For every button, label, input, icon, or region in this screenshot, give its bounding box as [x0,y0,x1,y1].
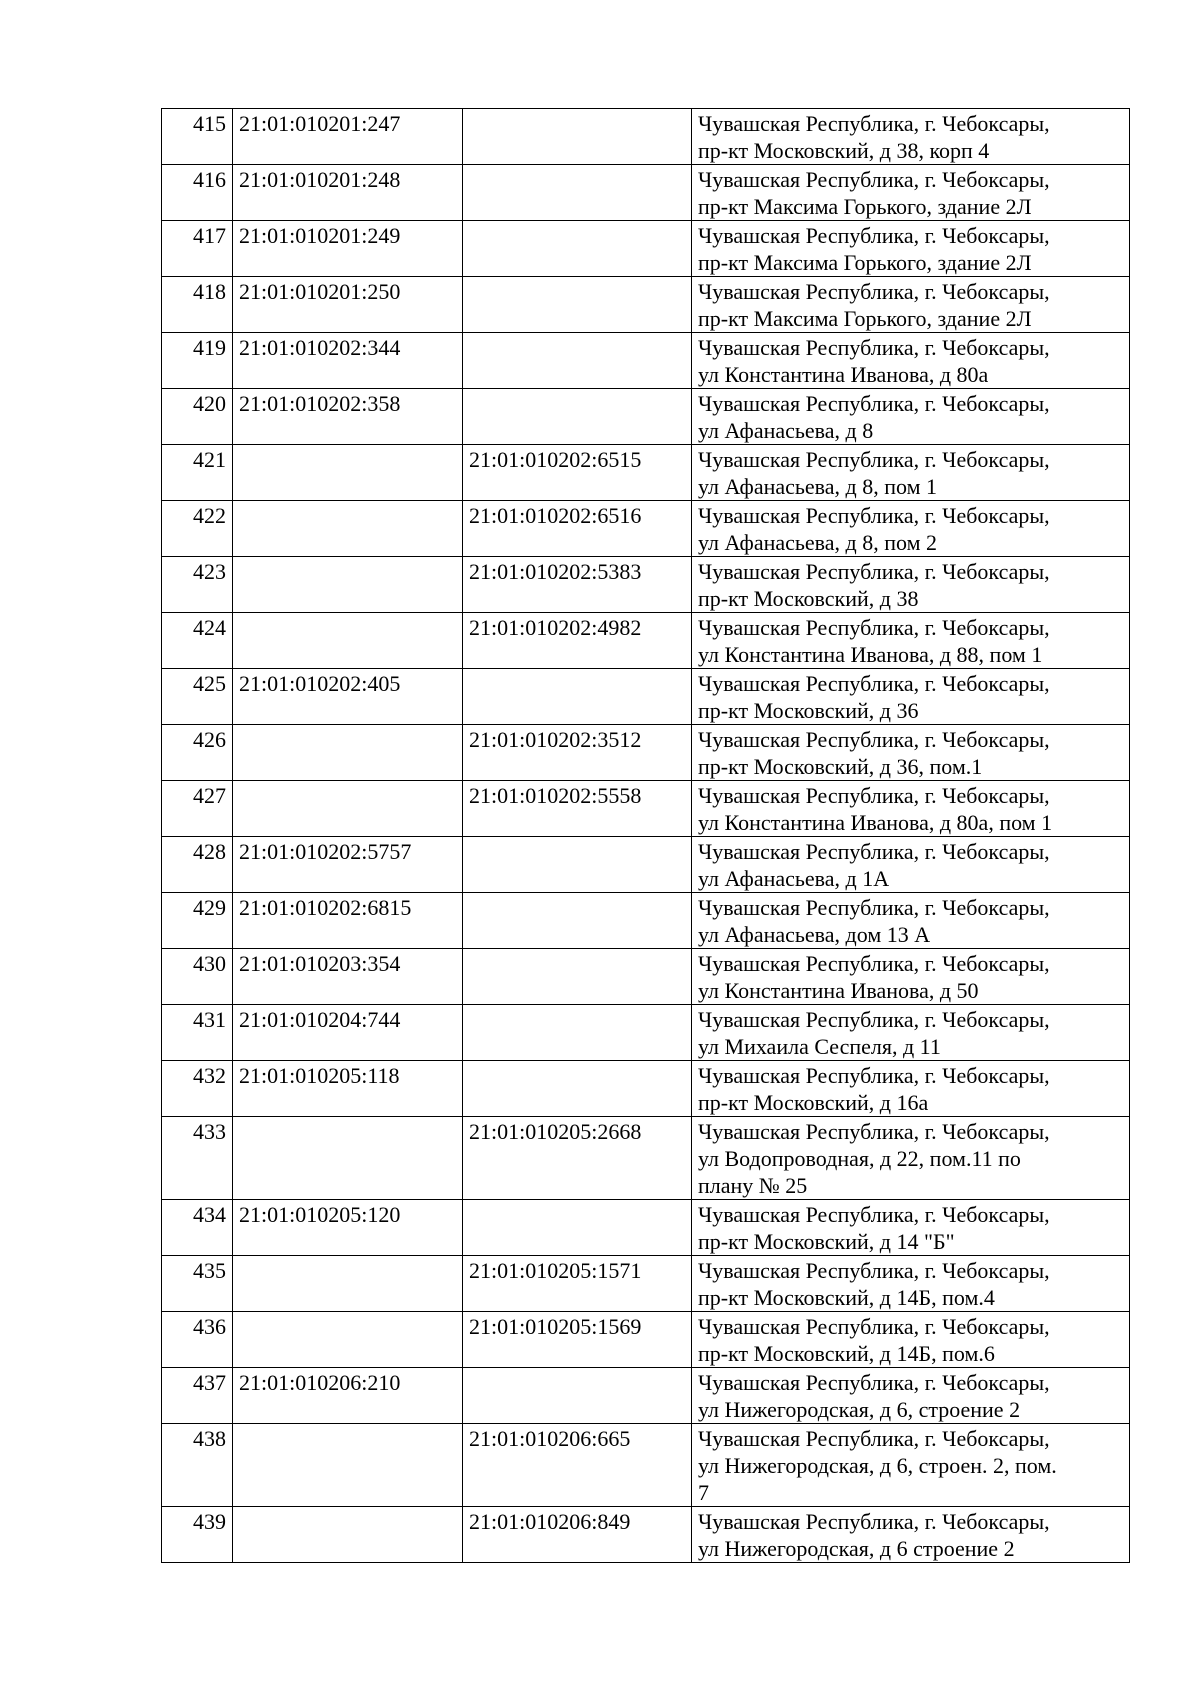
address-cell [692,557,1130,613]
address-line: Чувашская Республика, г. Чебоксары, [698,503,1050,528]
address-line: ул Водопроводная, д 22, пом.11 по [698,1146,1021,1171]
address-cell [692,1256,1130,1312]
address-line: ул Афанасьева, д 8 [698,418,874,443]
land-cadastral-number-cell: 21:01:010202:6815 [233,893,463,949]
row-number-cell: 432 [162,1061,233,1117]
address-line: пр-кт Московский, д 36 [698,698,919,723]
address-line: ул Нижегородская, д 6 строение 2 [698,1536,1015,1561]
row-number-cell: 423 [162,557,233,613]
table-row [162,1005,1130,1061]
object-cadastral-number-cell: 21:01:010202:3512 [463,725,692,781]
address-line: Чувашская Республика, г. Чебоксары, [698,783,1050,808]
land-cadastral-number-cell [233,725,463,781]
address-line: Чувашская Республика, г. Чебоксары, [698,1063,1050,1088]
address-line: ул Михаила Сеспеля, д 11 [698,1034,941,1059]
address-cell [692,445,1130,501]
object-cadastral-number-cell [463,333,692,389]
address-line: Чувашская Республика, г. Чебоксары, [698,1119,1050,1144]
address-line: ул Афанасьева, д 8, пом 1 [698,474,938,499]
row-number-cell: 419 [162,333,233,389]
row-number-cell: 430 [162,949,233,1005]
object-cadastral-number-cell: 21:01:010205:2668 [463,1117,692,1200]
address-line: Чувашская Республика, г. Чебоксары, [698,335,1050,360]
row-number-cell: 426 [162,725,233,781]
address-cell [692,837,1130,893]
row-number-cell: 433 [162,1117,233,1200]
address-cell [692,1368,1130,1424]
address-line: ул Константина Иванова, д 88, пом 1 [698,642,1043,667]
row-number-cell: 416 [162,165,233,221]
land-cadastral-number-cell: 21:01:010203:354 [233,949,463,1005]
object-cadastral-number-cell [463,837,692,893]
table-row [162,1312,1130,1368]
address-cell [692,501,1130,557]
address-line: Чувашская Республика, г. Чебоксары, [698,1258,1050,1283]
table-row [162,613,1130,669]
table-row [162,1061,1130,1117]
object-cadastral-number-cell: 21:01:010202:4982 [463,613,692,669]
row-number-cell: 435 [162,1256,233,1312]
land-cadastral-number-cell: 21:01:010201:249 [233,221,463,277]
address-line: пр-кт Московский, д 16а [698,1090,929,1115]
row-number-cell: 420 [162,389,233,445]
address-line: пр-кт Московский, д 38, корп 4 [698,138,990,163]
address-cell [692,725,1130,781]
row-number-cell: 434 [162,1200,233,1256]
table-row [162,725,1130,781]
row-number-cell: 436 [162,1312,233,1368]
object-cadastral-number-cell: 21:01:010206:665 [463,1424,692,1507]
object-cadastral-number-cell [463,165,692,221]
table-row [162,221,1130,277]
address-line: Чувашская Республика, г. Чебоксары, [698,615,1050,640]
object-cadastral-number-cell [463,949,692,1005]
land-cadastral-number-cell [233,613,463,669]
row-number-cell: 425 [162,669,233,725]
table-row [162,557,1130,613]
address-line: Чувашская Республика, г. Чебоксары, [698,1202,1050,1227]
table-row [162,1368,1130,1424]
address-cell [692,1005,1130,1061]
address-line: плану № 25 [698,1173,808,1198]
table-row [162,165,1130,221]
address-cell [692,1424,1130,1507]
address-line: 7 [698,1480,709,1505]
object-cadastral-number-cell [463,1005,692,1061]
row-number-cell: 428 [162,837,233,893]
land-cadastral-number-cell [233,501,463,557]
object-cadastral-number-cell [463,221,692,277]
land-cadastral-number-cell: 21:01:010201:248 [233,165,463,221]
table-row [162,893,1130,949]
address-line: Чувашская Республика, г. Чебоксары, [698,391,1050,416]
land-cadastral-number-cell [233,1312,463,1368]
land-cadastral-number-cell [233,1256,463,1312]
address-line: Чувашская Республика, г. Чебоксары, [698,839,1050,864]
table-row [162,109,1130,165]
address-line: пр-кт Максима Горького, здание 2Л [698,306,1032,331]
land-cadastral-number-cell [233,1117,463,1200]
address-cell [692,1117,1130,1200]
land-cadastral-number-cell: 21:01:010202:358 [233,389,463,445]
address-cell [692,277,1130,333]
land-cadastral-number-cell: 21:01:010205:118 [233,1061,463,1117]
table-row [162,333,1130,389]
table-row [162,389,1130,445]
table-row [162,1200,1130,1256]
address-line: Чувашская Республика, г. Чебоксары, [698,111,1050,136]
address-line: пр-кт Московский, д 14Б, пом.6 [698,1341,995,1366]
address-cell [692,949,1130,1005]
address-line: ул Константина Иванова, д 80а [698,362,989,387]
table-row [162,445,1130,501]
cadastral-table [161,108,1130,1563]
address-cell [692,389,1130,445]
address-cell [692,109,1130,165]
object-cadastral-number-cell [463,109,692,165]
row-number-cell: 438 [162,1424,233,1507]
land-cadastral-number-cell: 21:01:010202:344 [233,333,463,389]
address-cell [692,893,1130,949]
land-cadastral-number-cell: 21:01:010204:744 [233,1005,463,1061]
land-cadastral-number-cell: 21:01:010202:405 [233,669,463,725]
object-cadastral-number-cell [463,277,692,333]
address-line: пр-кт Московский, д 36, пом.1 [698,754,983,779]
address-line: Чувашская Республика, г. Чебоксары, [698,671,1050,696]
address-line: ул Нижегородская, д 6, строение 2 [698,1397,1021,1422]
land-cadastral-number-cell [233,781,463,837]
object-cadastral-number-cell: 21:01:010205:1571 [463,1256,692,1312]
address-line: Чувашская Республика, г. Чебоксары, [698,223,1050,248]
row-number-cell: 415 [162,109,233,165]
table-row [162,781,1130,837]
address-cell [692,1200,1130,1256]
object-cadastral-number-cell: 21:01:010206:849 [463,1507,692,1563]
address-line: Чувашская Республика, г. Чебоксары, [698,1426,1050,1451]
object-cadastral-number-cell [463,669,692,725]
address-line: Чувашская Республика, г. Чебоксары, [698,727,1050,752]
address-line: Чувашская Республика, г. Чебоксары, [698,895,1050,920]
address-cell [692,1507,1130,1563]
land-cadastral-number-cell: 21:01:010206:210 [233,1368,463,1424]
address-line: ул Афанасьева, д 1А [698,866,890,891]
land-cadastral-number-cell: 21:01:010205:120 [233,1200,463,1256]
table-row [162,837,1130,893]
object-cadastral-number-cell [463,1200,692,1256]
table-row [162,1256,1130,1312]
address-cell [692,165,1130,221]
object-cadastral-number-cell: 21:01:010202:6516 [463,501,692,557]
address-line: ул Константина Иванова, д 80а, пом 1 [698,810,1053,835]
row-number-cell: 437 [162,1368,233,1424]
row-number-cell: 439 [162,1507,233,1563]
land-cadastral-number-cell: 21:01:010201:247 [233,109,463,165]
address-line: Чувашская Республика, г. Чебоксары, [698,1509,1050,1534]
object-cadastral-number-cell [463,389,692,445]
address-cell [692,781,1130,837]
row-number-cell: 421 [162,445,233,501]
address-line: Чувашская Республика, г. Чебоксары, [698,447,1050,472]
address-line: Чувашская Республика, г. Чебоксары, [698,951,1050,976]
address-line: пр-кт Московский, д 14Б, пом.4 [698,1285,995,1310]
address-line: пр-кт Максима Горького, здание 2Л [698,250,1032,275]
address-line: пр-кт Московский, д 14 "Б" [698,1229,955,1254]
table-body [162,109,1130,1563]
address-line: Чувашская Республика, г. Чебоксары, [698,279,1050,304]
object-cadastral-number-cell: 21:01:010205:1569 [463,1312,692,1368]
address-cell [692,669,1130,725]
land-cadastral-number-cell [233,1507,463,1563]
address-line: ул Афанасьева, д 8, пом 2 [698,530,938,555]
land-cadastral-number-cell [233,445,463,501]
land-cadastral-number-cell: 21:01:010202:5757 [233,837,463,893]
table-row [162,1424,1130,1507]
object-cadastral-number-cell [463,1061,692,1117]
object-cadastral-number-cell [463,1368,692,1424]
address-line: пр-кт Максима Горького, здание 2Л [698,194,1032,219]
address-line: ул Нижегородская, д 6, строен. 2, пом. [698,1453,1057,1478]
address-cell [692,1061,1130,1117]
row-number-cell: 417 [162,221,233,277]
address-line: ул Константина Иванова, д 50 [698,978,979,1003]
address-cell [692,333,1130,389]
row-number-cell: 418 [162,277,233,333]
row-number-cell: 424 [162,613,233,669]
address-cell [692,221,1130,277]
address-line: Чувашская Республика, г. Чебоксары, [698,1370,1050,1395]
row-number-cell: 431 [162,1005,233,1061]
row-number-cell: 422 [162,501,233,557]
object-cadastral-number-cell [463,893,692,949]
address-line: Чувашская Республика, г. Чебоксары, [698,1314,1050,1339]
table-row [162,949,1130,1005]
row-number-cell: 429 [162,893,233,949]
address-line: Чувашская Республика, г. Чебоксары, [698,559,1050,584]
table-row [162,1507,1130,1563]
table-row [162,669,1130,725]
table-row [162,1117,1130,1200]
land-cadastral-number-cell: 21:01:010201:250 [233,277,463,333]
table-row [162,277,1130,333]
row-number-cell: 427 [162,781,233,837]
address-line: Чувашская Республика, г. Чебоксары, [698,167,1050,192]
object-cadastral-number-cell: 21:01:010202:5383 [463,557,692,613]
land-cadastral-number-cell [233,1424,463,1507]
address-line: ул Афанасьева, дом 13 А [698,922,931,947]
address-line: Чувашская Республика, г. Чебоксары, [698,1007,1050,1032]
object-cadastral-number-cell: 21:01:010202:6515 [463,445,692,501]
object-cadastral-number-cell: 21:01:010202:5558 [463,781,692,837]
address-cell [692,613,1130,669]
table-row [162,501,1130,557]
address-cell [692,1312,1130,1368]
land-cadastral-number-cell [233,557,463,613]
address-line: пр-кт Московский, д 38 [698,586,919,611]
